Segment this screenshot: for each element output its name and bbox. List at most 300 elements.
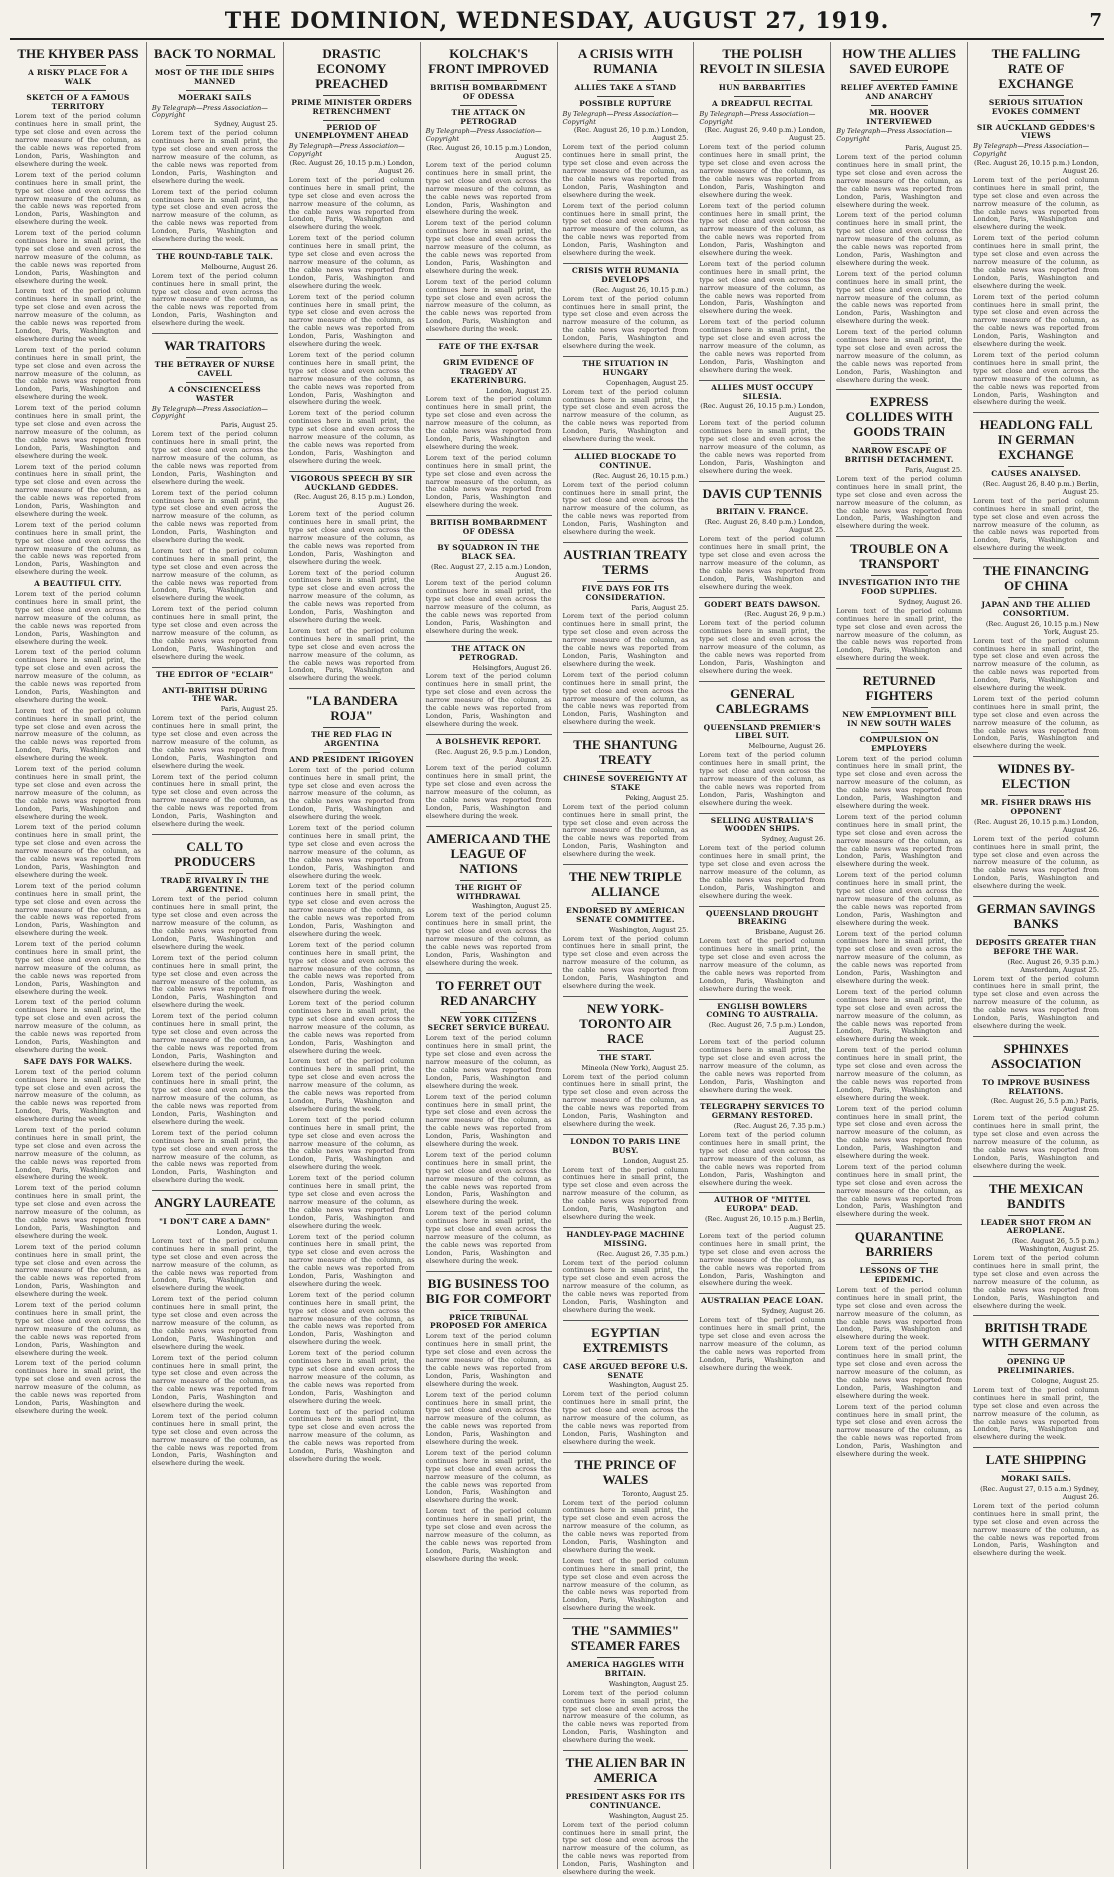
sub-headline: ENDORSED BY AMERICAN SENATE COMMITTEE. <box>566 905 685 924</box>
headline-rule <box>460 80 517 81</box>
article-paragraph: Lorem text of the period column continues here in small print, the type set close and even across the narrow measure of the column, as the cable news was reported from London, Paris, Washington and elsewhere during the week. <box>973 974 1099 1030</box>
sub-headline: PERIOD OF UNEMPLOYMENT AHEAD <box>294 122 409 141</box>
article-paragraph: Lorem text of the period column continues here in small print, the type set close and even across the narrow measure of the column, as the cable news was reported from London, Paris, Washington and elsewhere during the week. <box>973 496 1099 553</box>
article-paragraph: Lorem text of the period column continues here in small print, the type set close and even across the narrow measure of the column, as the cable news was reported from London, Paris, Washington and elsewhere during the week. <box>15 998 141 1054</box>
sub-headline: BRITISH BOMBARDMENT OF ODESSA <box>430 518 548 536</box>
article-paragraph: Lorem text of the period column continues here in small print, the type set close and even across the narrow measure of the column, as the cable news was reported from London, Paris, Washington and elsewhere during the week. <box>836 1344 963 1400</box>
article-paragraph: Lorem text of the period column continues here in small print, the type set close and even across the narrow measure of the column, as the cable news was reported from London, Paris, Washington and elsewhere during the week. <box>699 1131 826 1187</box>
sub-headline: GODERT BEATS DAWSON. <box>704 599 821 609</box>
article-separator <box>563 1750 689 1751</box>
headline-rule <box>597 1359 654 1360</box>
article-paragraph: Lorem text of the period column continues here in small print, the type set close and even across the narrow measure of the column, as the cable news was reported from London, Paris, Washington and elsewhere during the week. <box>973 636 1099 693</box>
article-paragraph: Lorem text of the period column continues here in small print, the type set close and even across the narrow measure of the column, as the cable news was reported from London, Paris, Washington and elsewhere during the week. <box>15 1359 141 1415</box>
article-paragraph: Lorem text of the period column continues here in small print, the type set close and even across the narrow measure of the column, as the cable news was reported from London, Paris, Washington and elsewhere during the week. <box>425 1209 552 1265</box>
sub-headline: CHINESE SOVEREIGNTY AT STAKE <box>563 774 688 792</box>
article-paragraph: Lorem text of the period column continues here in small print, the type set close and even across the narrow measure of the column, as the cable news was reported from London, Paris, Washington and elsewhere during the week. <box>836 474 963 531</box>
article-paragraph: Lorem text of the period column continues here in small print, the type set close and even across the narrow measure of the column, as the cable news was reported from London, Paris, Washington and elsewhere during the week. <box>151 1353 278 1410</box>
headline-rule <box>1008 1471 1065 1472</box>
article-paragraph: Lorem text of the period column continues here in small print, the type set close and even across the narrow measure of the column, as the cable news was reported from London, Paris, Washington and elsewhere during the week. <box>15 1301 141 1357</box>
dateline: Cologne, August 25. <box>1031 1377 1099 1386</box>
dateline: Washington, August 25. <box>608 1381 689 1390</box>
headline-rule <box>1008 466 1065 467</box>
article-paragraph: Lorem text of the period column continues here in small print, the type set close and even across the narrow measure of the column, as the cable news was reported from London, Paris, Washington and elsewhere during the week. <box>288 1407 415 1463</box>
article-paragraph: Lorem text of the period column continues here in small print, the type set close and even across the narrow measure of the column, as the cable news was reported from London, Paris, Washington and elsewhere during the week. <box>836 606 963 663</box>
article-paragraph: Lorem text of the period column continues here in small print, the type set close and even across the narrow measure of the column, as the cable news was reported from London, Paris, Washington and elsewhere during the week. <box>151 1128 278 1185</box>
article-headline: THE KHYBER PASS <box>17 46 139 61</box>
dateline: (Rec. August 26, 9.40 p.m.) London, August 25. <box>704 126 826 143</box>
article-paragraph: Lorem text of the period column continues here in small print, the type set close and even across the narrow measure of the column, as the cable news was reported from London, Paris, Washington and elsewhere during the week. <box>288 1115 415 1172</box>
article-headline: DAVIS CUP TENNIS <box>702 485 823 501</box>
article-paragraph: Lorem text of the period column continues here in small print, the type set close and even across the narrow measure of the column, as the cable news was reported from London, Paris, Washington and elsewhere during the week. <box>699 318 826 374</box>
article-paragraph: Lorem text of the period column continues here in small print, the type set close and even across the narrow measure of the column, as the cable news was reported from London, Paris, Washington and elsewhere during the week. <box>836 1162 963 1219</box>
article-headline: THE SHANTUNG TREATY <box>573 737 678 768</box>
article-paragraph: Lorem text of the period column continues here in small print, the type set close and even across the narrow measure of the column, as the cable news was reported from London, Paris, Washington and elsewhere during the week. <box>973 292 1099 349</box>
article-headline: HEADLONG FALL IN GERMAN EXCHANGE <box>979 417 1093 463</box>
article-paragraph: Lorem text of the period column continues here in small print, the type set close and even across the narrow measure of the column, as the cable news was reported from London, Paris, Washington and elsewhere during the week. <box>288 882 415 938</box>
article-paragraph: Lorem text of the period column continues here in small print, the type set close and even across the narrow measure of the column, as the cable news was reported from London, Paris, Washington and elsewhere during the week. <box>151 1411 278 1468</box>
article-paragraph: Lorem text of the period column continues here in small print, the type set close and even across the narrow measure of the column, as the cable news was reported from London, Paris, Washington and elsewhere during the week. <box>836 153 963 209</box>
article-paragraph: Lorem text of the period column continues here in small print, the type set close and even across the narrow measure of the column, as the cable news was reported from London, Paris, Washington and elsewhere during the week. <box>151 895 278 951</box>
article-headline: EXPRESS COLLIDES WITH GOODS TRAIN <box>845 394 953 440</box>
dateline: Paris, August 25. <box>631 603 689 612</box>
article-paragraph: Lorem text of the period column continues here in small print, the type set close and even across the narrow measure of the column, as the cable news was reported from London, Paris, Washington and elsewhere during the week. <box>836 987 963 1044</box>
article-paragraph: Lorem text of the period column continues here in small print, the type set close and even across the narrow measure of the column, as the cable news was reported from London, Paris, Washington and elsewhere during the week. <box>15 590 141 646</box>
article-separator <box>973 1036 1099 1037</box>
article-separator <box>699 681 825 682</box>
headline-rule <box>323 727 380 728</box>
article-paragraph: Lorem text of the period column continues here in small print, the type set close and even across the narrow measure of the column, as the cable news was reported from London, Paris, Washington and elsewhere during the week. <box>425 911 552 967</box>
headline-rule <box>597 96 654 97</box>
dateline: Sydney, August 25. <box>214 120 278 129</box>
article-paragraph: Lorem text of the period column continues here in small print, the type set close and even across the narrow measure of the column, as the cable news was reported from London, Paris, Washington and elsewhere during the week. <box>151 271 278 328</box>
sub-headline: TO IMPROVE BUSINESS RELATIONS. <box>981 1077 1091 1096</box>
article-separator <box>699 1293 825 1294</box>
article-paragraph: Lorem text of the period column continues here in small print, the type set close and even across the narrow measure of the column, as the cable news was reported from London, Paris, Washington and elsewhere during the week. <box>15 881 141 938</box>
sub-headline: TELEGRAPHY SERVICES TO GERMANY RESTORED. <box>700 1102 825 1121</box>
article-paragraph: Lorem text of the period column continues here in small print, the type set close and even across the narrow measure of the column, as the cable news was reported from London, Paris, Washington and elsewhere during the week. <box>562 1390 689 1446</box>
article-headline: BACK TO NORMAL <box>154 46 276 61</box>
sub-headline: FIVE DAYS FOR ITS CONSIDERATION. <box>581 583 670 602</box>
article-separator <box>699 1192 825 1193</box>
headline-rule <box>1008 1354 1065 1355</box>
headline-rule <box>597 80 654 81</box>
column-5 <box>558 42 695 1877</box>
article-paragraph: Lorem text of the period column continues here in small print, the type set close and even across the narrow measure of the column, as the cable news was reported from London, Paris, Washington and elsewhere during the week. <box>15 462 141 518</box>
column-2 <box>147 42 284 1869</box>
sub-headline: JAPAN AND THE ALLIED CONSORTIUM. <box>981 600 1091 618</box>
dateline: Paris, August 25. <box>220 705 278 714</box>
headline-rule <box>871 80 928 81</box>
headline-rule <box>1008 1215 1065 1216</box>
sub-headline: THE BETRAYER OF NURSE CAVELL <box>154 360 275 378</box>
sub-headline: ALLIES TAKE A STAND <box>574 82 677 92</box>
sub-headline: NEW YORK CITIZENS SECRET SERVICE BUREAU. <box>427 1014 550 1033</box>
article-separator <box>426 515 552 516</box>
article-paragraph: Lorem text of the period column continues here in small print, the type set close and even across the narrow measure of the column, as the cable news was reported from London, Paris, Washington and elsewhere during the week. <box>288 1290 415 1347</box>
dateline: Washington, August 25. <box>472 902 552 911</box>
article-paragraph: Lorem text of the period column continues here in small print, the type set close and even across the narrow measure of the column, as the cable news was reported from London, Paris, Washington and elsewhere during the week. <box>425 1034 552 1090</box>
dateline: (Rec. August 26, 10.15 p.m.) <box>592 471 689 480</box>
article-paragraph: Lorem text of the period column continues here in small print, the type set close and even across the narrow measure of the column, as the cable news was reported from London, Paris, Washington and elsewhere during the week. <box>836 328 963 384</box>
dateline: (Rec. August 26, 9.35 p.m.) Amsterdam, August 25. <box>1007 957 1099 974</box>
article-headline: QUARANTINE BARRIERS <box>854 1229 944 1260</box>
headline-rule <box>186 1214 243 1215</box>
article-paragraph: Lorem text of the period column continues here in small print, the type set close and even across the narrow measure of the column, as the cable news was reported from London, Paris, Washington and elsewhere during the week. <box>973 694 1099 751</box>
article-paragraph: Lorem text of the period column continues here in small print, the type set close and even across the narrow measure of the column, as the cable news was reported from London, Paris, Washington and elsewhere during the week. <box>562 143 689 199</box>
article-separator <box>563 263 689 264</box>
article-separator <box>426 641 552 642</box>
sub-headline: A RISKY PLACE FOR A WALK <box>28 67 128 86</box>
dateline: (Rec. August 26, 7.5 p.m.) London, August 25. <box>708 1021 826 1038</box>
article-paragraph: Lorem text of the period column continues here in small print, the type set close and even across the narrow measure of the column, as the cable news was reported from London, Paris, Washington and elsewhere during the week. <box>562 1498 689 1554</box>
article-paragraph: Lorem text of the period column continues here in small print, the type set close and even across the narrow measure of the column, as the cable news was reported from London, Paris, Washington and elsewhere during the week. <box>699 751 826 807</box>
dateline: Paris, August 25. <box>905 466 963 475</box>
article-paragraph: Lorem text of the period column continues here in small print, the type set close and even across the narrow measure of the column, as the cable news was reported from London, Paris, Washington and elsewhere during the week. <box>15 229 141 285</box>
headline-rule <box>871 707 928 708</box>
headline-rule <box>1008 935 1065 936</box>
headline-rule <box>460 355 517 356</box>
article-separator <box>836 1224 962 1225</box>
sub-headline: SERIOUS SITUATION EVOKES COMMENT <box>988 97 1084 116</box>
article-headline: THE MEXICAN BANDITS <box>988 1180 1084 1211</box>
article-paragraph: Lorem text of the period column continues here in small print, the type set close and even across the narrow measure of the column, as the cable news was reported from London, Paris, Washington and elsewhere during the week. <box>699 937 826 993</box>
byline: By Telegraph—Press Association—Copyright <box>836 127 953 144</box>
headline-rule <box>460 540 517 541</box>
dateline: (Rec. August 26, 9.5 p.m.) London, August 25. <box>434 747 552 764</box>
sub-headline: RELIEF AVERTED FAMINE AND ANARCHY <box>840 82 958 101</box>
article-paragraph: Lorem text of the period column continues here in small print, the type set close and even across the narrow measure of the column, as the cable news was reported from London, Paris, Washington and elsewhere during the week. <box>425 1332 552 1388</box>
headline-rule <box>597 1789 654 1790</box>
article-separator <box>563 356 689 357</box>
dateline: Paris, August 25. <box>220 421 278 430</box>
article-separator <box>563 1227 689 1228</box>
article-headline: DRASTIC ECONOMY PREACHED <box>315 46 389 91</box>
article-paragraph: Lorem text of the period column continues here in small print, the type set close and even across the narrow measure of the column, as the cable news was reported from London, Paris, Washington and elsewhere during the week. <box>562 1072 689 1128</box>
article-separator <box>152 333 278 334</box>
dateline: (Rec. August 26, 10.15 p.m.) London, August 25. <box>700 402 826 419</box>
article-paragraph: Lorem text of the period column continues here in small print, the type set close and even across the narrow measure of the column, as the cable news was reported from London, Paris, Washington and elsewhere during the week. <box>15 1184 141 1240</box>
article-paragraph: Lorem text of the period column continues here in small print, the type set close and even across the narrow measure of the column, as the cable news was reported from London, Paris, Washington and elsewhere during the week. <box>425 672 552 728</box>
sub-headline: PRIME MINISTER ORDERS RETRENCHMENT <box>291 97 413 116</box>
article-paragraph: Lorem text of the period column continues here in small print, the type set close and even across the narrow measure of the column, as the cable news was reported from London, Paris, Washington and elsewhere during the week. <box>562 201 689 258</box>
article-paragraph: Lorem text of the period column continues here in small print, the type set close and even across the narrow measure of the column, as the cable news was reported from London, Paris, Washington and elsewhere during the week. <box>425 453 552 510</box>
article-separator <box>563 1618 689 1619</box>
dateline: (Rec. August 26, 10.15 p.m.) <box>592 285 689 294</box>
article-paragraph: Lorem text of the period column continues here in small print, the type set close and even across the narrow measure of the column, as the cable news was reported from London, Paris, Washington and elsewhere during the week. <box>973 1254 1099 1310</box>
headline-rule <box>50 65 107 66</box>
headline-rule <box>734 720 791 721</box>
column-3 <box>284 42 421 1869</box>
article-paragraph: Lorem text of the period column continues here in small print, the type set close and even across the narrow measure of the column, as the cable news was reported from London, Paris, Washington and elsewhere during the week. <box>288 568 415 624</box>
article-paragraph: Lorem text of the period column continues here in small print, the type set close and even across the narrow measure of the column, as the cable news was reported from London, Paris, Washington and elsewhere during the week. <box>288 1057 415 1113</box>
article-separator <box>699 1099 825 1100</box>
article-headline: GERMAN SAVINGS BANKS <box>976 901 1096 931</box>
sub-headline: THE SITUATION IN HUNGARY <box>582 358 669 377</box>
article-paragraph: Lorem text of the period column continues here in small print, the type set close and even across the narrow measure of the column, as the cable news was reported from London, Paris, Washington and elsewhere during the week. <box>562 294 689 351</box>
article-separator <box>426 973 552 974</box>
article-paragraph: Lorem text of the period column continues here in small print, the type set close and even across the narrow measure of the column, as the cable news was reported from London, Paris, Washington and elsewhere during the week. <box>288 350 415 407</box>
article-paragraph: Lorem text of the period column continues here in small print, the type set close and even across the narrow measure of the column, as the cable news was reported from London, Paris, Washington and elsewhere during the week. <box>288 1174 415 1230</box>
byline: By Telegraph—Press Association—Copyright <box>425 127 542 144</box>
dateline: Washington, August 25. <box>608 1811 689 1820</box>
article-paragraph: Lorem text of the period column continues here in small print, the type set close and even across the narrow measure of the column, as the cable news was reported from London, Paris, Washington and elsewhere during the week. <box>699 1316 826 1372</box>
dateline: (Rec. August 26, 10.15 p.m.) London, August 26. <box>974 159 1099 176</box>
dateline: Toronto, August 25. <box>622 1489 689 1498</box>
article-paragraph: Lorem text of the period column continues here in small print, the type set close and even across the narrow measure of the column, as the cable news was reported from London, Paris, Washington and elsewhere during the week. <box>562 480 689 537</box>
dateline: Washington, August 25. <box>608 1679 689 1688</box>
article-separator <box>973 558 1099 559</box>
article-paragraph: Lorem text of the period column continues here in small print, the type set close and even across the narrow measure of the column, as the cable news was reported from London, Paris, Washington and elsewhere during the week. <box>425 395 552 451</box>
article-paragraph: Lorem text of the period column continues here in small print, the type set close and even across the narrow measure of the column, as the cable news was reported from London, Paris, Washington and elsewhere during the week. <box>151 1070 278 1126</box>
article-separator <box>563 1320 689 1321</box>
article-headline: BIG BUSINESS TOO BIG FOR COMFORT <box>425 1275 552 1306</box>
article-paragraph: Lorem text of the period column continues here in small print, the type set close and even across the narrow measure of the column, as the cable news was reported from London, Paris, Washington and elsewhere during the week. <box>699 535 826 591</box>
dateline: London, August 25. <box>623 1156 689 1165</box>
sub-headline: AUSTRALIAN PEACE LOAN. <box>701 1296 824 1306</box>
article-headline: THE PRINCE OF WALES <box>574 1456 677 1487</box>
sub-headline: BY SQUADRON IN THE BLACK SEA. <box>437 542 540 561</box>
headline-rule <box>186 65 243 66</box>
dateline: (Rec. August 26, 10.15 p.m.) London, August 25. <box>426 144 552 161</box>
article-paragraph: Lorem text of the period column continues here in small print, the type set close and even across the narrow measure of the column, as the cable news was reported from London, Paris, Washington and elsewhere during the week. <box>425 1150 552 1207</box>
sub-headline: ALLIED BLOCKADE TO CONTINUE. <box>574 451 677 470</box>
article-paragraph: Lorem text of the period column continues here in small print, the type set close and even across the narrow measure of the column, as the cable news was reported from London, Paris, Washington and elsewhere during the week. <box>151 1295 278 1351</box>
byline: By Telegraph—Press Association—Copyright <box>151 103 268 120</box>
article-paragraph: Lorem text of the period column continues here in small print, the type set close and even across the narrow measure of the column, as the cable news was reported from London, Paris, Washington and elsewhere during the week. <box>288 999 415 1055</box>
article-paragraph: Lorem text of the period column continues here in small print, the type set close and even across the narrow measure of the column, as the cable news was reported from London, Paris, Washington and elsewhere during the week. <box>562 1688 689 1745</box>
article-separator <box>563 542 689 543</box>
dateline: (Rec. August 26, 9 p.m.) <box>744 610 826 619</box>
sub-headline: PRESIDENT ASKS FOR ITS CONTINUANCE. <box>565 1791 686 1810</box>
article-paragraph: Lorem text of the period column continues here in small print, the type set close and even across the narrow measure of the column, as the cable news was reported from London, Paris, Washington and elsewhere during the week. <box>973 1385 1099 1442</box>
article-paragraph: Lorem text of the period column continues here in small print, the type set close and even across the narrow measure of the column, as the cable news was reported from London, Paris, Washington and elsewhere during the week. <box>15 765 141 821</box>
sub-headline: QUEENSLAND DROUGHT BREAKING <box>706 908 819 927</box>
article-separator <box>563 864 689 865</box>
article-separator <box>699 813 825 814</box>
headline-rule <box>597 1657 654 1658</box>
byline: By Telegraph—Press Association—Copyright <box>151 404 268 421</box>
sub-headline: SIR AUCKLAND GEDDES'S VIEWS <box>976 122 1096 141</box>
article-paragraph: Lorem text of the period column continues here in small print, the type set close and even across the narrow measure of the column, as the cable news was reported from London, Paris, Washington and elsewhere during the week. <box>699 844 826 900</box>
sub-headline: AND PRESIDENT IRIGOYEN <box>289 754 414 764</box>
article-separator <box>152 1190 278 1191</box>
article-paragraph: Lorem text of the period column continues here in small print, the type set close and even across the narrow measure of the column, as the cable news was reported from London, Paris, Washington and elsewhere during the week. <box>15 170 141 227</box>
sub-headline: LONDON TO PARIS LINE BUSY. <box>570 1136 681 1155</box>
sub-headline: SKETCH OF A FAMOUS TERRITORY <box>26 92 130 111</box>
dateline: (Rec. August 26, 10.15 p.m.) London, August 26. <box>289 159 415 176</box>
sub-headline: MR. HOOVER INTERVIEWED <box>866 107 933 126</box>
article-headline: SPHINXES ASSOCIATION <box>991 1040 1082 1071</box>
dateline: (Rec. August 26, 8.40 p.m.) London, August 25. <box>704 518 826 535</box>
dateline: Sydney, August 26. <box>761 835 826 844</box>
sub-headline: VIGOROUS SPEECH BY SIR AUCKLAND GEDDES. <box>290 473 413 492</box>
article-headline: RETURNED FIGHTERS <box>862 673 936 704</box>
headline-rule <box>1008 95 1065 96</box>
article-separator <box>563 1134 689 1135</box>
sub-headline: THE ATTACK ON PETROGRAD <box>451 107 526 126</box>
sub-headline: GRIM EVIDENCE OF TRAGEDY AT EKATERINBURG. <box>443 357 534 385</box>
dateline: (Rec. August 26, 10.15 p.m.) London, August 26. <box>974 817 1099 834</box>
headline-rule <box>734 504 791 505</box>
column-7 <box>831 42 968 1869</box>
article-paragraph: Lorem text of the period column continues here in small print, the type set close and even across the narrow measure of the column, as the cable news was reported from London, Paris, Washington and elsewhere during the week. <box>699 259 826 316</box>
headline-rule <box>186 90 243 91</box>
article-paragraph: Lorem text of the period column continues here in small print, the type set close and even across the narrow measure of the column, as the cable news was reported from London, Paris, Washington and elsewhere during the week. <box>15 112 141 168</box>
article-headline: AMERICA AND THE LEAGUE OF NATIONS <box>426 830 551 876</box>
article-paragraph: Lorem text of the period column continues here in small print, the type set close and even across the narrow measure of the column, as the cable news was reported from London, Paris, Washington and elsewhere during the week. <box>15 706 141 763</box>
article-headline: A CRISIS WITH RUMANIA <box>577 46 673 76</box>
column-8 <box>968 42 1104 1869</box>
article-separator <box>563 1452 689 1453</box>
sub-headline: LEADER SHOT FROM AN AEROPLANE. <box>980 1217 1092 1236</box>
article-paragraph: Lorem text of the period column continues here in small print, the type set close and even across the narrow measure of the column, as the cable news was reported from London, Paris, Washington and elsewhere during the week. <box>699 1231 826 1288</box>
sub-headline: INVESTIGATION INTO THE FOOD SUPPLIES. <box>838 578 961 597</box>
article-headline: NEW YORK-TORONTO AIR RACE <box>579 1000 672 1046</box>
headline-rule <box>734 80 791 81</box>
sub-headline: DEPOSITS GREATER THAN BEFORE THE WAR. <box>975 937 1097 956</box>
column-6 <box>694 42 831 1869</box>
byline: By Telegraph—Press Association—Copyright <box>288 142 405 159</box>
article-paragraph: Lorem text of the period column continues here in small print, the type set close and even across the narrow measure of the column, as the cable news was reported from London, Paris, Washington and elsewhere during the week. <box>562 1258 689 1314</box>
sub-headline: ALLIES MUST OCCUPY SILESIA. <box>711 382 814 401</box>
headline-rule <box>50 90 107 91</box>
sub-headline: QUEENSLAND PREMIER'S LIBEL SUIT. <box>703 722 821 741</box>
article-paragraph: Lorem text of the period column continues here in small print, the type set close and even across the narrow measure of the column, as the cable news was reported from London, Paris, Washington and elsewhere during the week. <box>425 1507 552 1563</box>
article-paragraph: Lorem text of the period column continues here in small print, the type set close and even across the narrow measure of the column, as the cable news was reported from London, Paris, Washington and elsewhere during the week. <box>288 409 415 465</box>
dateline: (Rec. August 26, 10 p.m.) London, August 25. <box>573 126 689 143</box>
sub-headline: THE EDITOR OF "ECLAIR" <box>156 669 274 679</box>
dateline: Melbourne, August 26. <box>200 262 278 271</box>
article-headline: THE FALLING RATE OF EXCHANGE <box>991 46 1081 91</box>
article-separator <box>699 597 825 598</box>
article-paragraph: Lorem text of the period column continues here in small print, the type set close and even across the narrow measure of the column, as the cable news was reported from London, Paris, Washington and elsewhere during the week. <box>15 648 141 704</box>
dateline: (Rec. August 26, 7.35 p.m.) <box>596 1249 689 1258</box>
article-separator <box>563 732 689 733</box>
article-headline: WIDNES BY-ELECTION <box>997 761 1075 792</box>
headline-rule <box>871 443 928 444</box>
sub-headline: CRISIS WITH RUMANIA DEVELOPS <box>571 265 680 284</box>
article-paragraph: Lorem text of the period column continues here in small print, the type set close and even across the narrow measure of the column, as the cable news was reported from London, Paris, Washington and elsewhere during the week. <box>836 211 963 267</box>
article-paragraph: Lorem text of the period column continues here in small print, the type set close and even across the narrow measure of the column, as the cable news was reported from London, Paris, Washington and elsewhere during the week. <box>288 824 415 880</box>
headline-rule <box>871 1263 928 1264</box>
article-separator <box>699 481 825 482</box>
article-paragraph: Lorem text of the period column continues here in small print, the type set close and even across the narrow measure of the column, as the cable news was reported from London, Paris, Washington and elsewhere during the week. <box>562 802 689 859</box>
article-separator <box>699 999 825 1000</box>
paragraph-subhead: A BEAUTIFUL CITY. <box>34 579 122 589</box>
sub-headline: A DREADFUL RECITAL <box>711 98 813 108</box>
paragraph-subhead: SAFE DAYS FOR WALKS. <box>23 1056 133 1066</box>
article-headline: AUSTRIAN TREATY TERMS <box>563 546 688 577</box>
article-paragraph: Lorem text of the period column continues here in small print, the type set close and even across the narrow measure of the column, as the cable news was reported from London, Paris, Washington and elsewhere during the week. <box>562 612 689 668</box>
article-paragraph: Lorem text of the period column continues here in small print, the type set close and even across the narrow measure of the column, as the cable news was reported from London, Paris, Washington and elsewhere during the week. <box>836 812 963 869</box>
article-paragraph: Lorem text of the period column continues here in small print, the type set close and even across the narrow measure of the column, as the cable news was reported from London, Paris, Washington and elsewhere during the week. <box>151 129 278 185</box>
article-paragraph: Lorem text of the period column continues here in small print, the type set close and even across the narrow measure of the column, as the cable news was reported from London, Paris, Washington and elsewhere during the week. <box>562 934 689 990</box>
article-paragraph: Lorem text of the period column continues here in small print, the type set close and even across the narrow measure of the column, as the cable news was reported from London, Paris, Washington and elsewhere during the week. <box>15 287 141 343</box>
headline-rule <box>460 880 517 881</box>
news-columns <box>10 42 1104 1877</box>
article-paragraph: Lorem text of the period column continues here in small print, the type set close and even across the narrow measure of the column, as the cable news was reported from London, Paris, Washington and elsewhere during the week. <box>699 1038 826 1094</box>
sub-headline: OPENING UP PRELIMINARIES. <box>997 1357 1075 1376</box>
article-paragraph: Lorem text of the period column continues here in small print, the type set close and even across the narrow measure of the column, as the cable news was reported from London, Paris, Washington and elsewhere during the week. <box>562 1556 689 1613</box>
article-separator <box>973 756 1099 757</box>
sub-headline: AMERICA HAGGLES WITH BRITAIN. <box>566 1660 685 1678</box>
sub-headline: AUTHOR OF "MITTEL EUROPA" DEAD. <box>714 1195 811 1214</box>
dateline: Sydney, August 26. <box>761 1307 826 1316</box>
sub-headline: "I DON'T CARE A DAMN" <box>159 1217 271 1227</box>
masthead <box>10 0 1104 40</box>
article-paragraph: Lorem text of the period column continues here in small print, the type set close and even across the narrow measure of the column, as the cable news was reported from London, Paris, Washington and elsewhere during the week. <box>425 1390 552 1447</box>
sub-headline: THE ATTACK ON PETROGRAD. <box>451 643 526 662</box>
article-paragraph: Lorem text of the period column continues here in small print, the type set close and even across the narrow measure of the column, as the cable news was reported from London, Paris, Washington and elsewhere during the week. <box>699 143 826 199</box>
article-separator <box>152 249 278 250</box>
headline-rule <box>871 732 928 733</box>
article-paragraph: Lorem text of the period column continues here in small print, the type set close and even across the narrow measure of the column, as the cable news was reported from London, Paris, Washington and elsewhere during the week. <box>699 419 826 475</box>
article-paragraph: Lorem text of the period column continues here in small print, the type set close and even across the narrow measure of the column, as the cable news was reported from London, Paris, Washington and elsewhere during the week. <box>151 187 278 244</box>
article-separator <box>699 906 825 907</box>
article-headline: THE POLISH REVOLT IN SILESIA <box>699 46 826 76</box>
dateline: Helsingfors, August 26. <box>472 663 552 672</box>
headline-rule <box>1008 1075 1065 1076</box>
byline: By Telegraph—Press Association—Copyright <box>562 109 679 126</box>
article-paragraph: Lorem text of the period column continues here in small print, the type set close and even across the narrow measure of the column, as the cable news was reported from London, Paris, Washington and elsewhere during the week. <box>973 234 1099 290</box>
article-paragraph: Lorem text of the period column continues here in small print, the type set close and even across the narrow measure of the column, as the cable news was reported from London, Paris, Washington and elsewhere during the week. <box>973 350 1099 407</box>
article-paragraph: Lorem text of the period column continues here in small print, the type set close and even across the narrow measure of the column, as the cable news was reported from London, Paris, Washington and elsewhere during the week. <box>151 430 278 486</box>
article-separator <box>426 1271 552 1272</box>
article-paragraph: Lorem text of the period column continues here in small print, the type set close and even across the narrow measure of the column, as the cable news was reported from London, Paris, Washington and elsewhere during the week. <box>562 1165 689 1221</box>
article-paragraph: Lorem text of the period column continues here in small print, the type set close and even across the narrow measure of the column, as the cable news was reported from London, Paris, Washington and elsewhere during the week. <box>15 1067 141 1124</box>
column-4 <box>421 42 558 1869</box>
article-separator <box>973 412 1099 413</box>
article-paragraph: Lorem text of the period column continues here in small print, the type set close and even across the narrow measure of the column, as the cable news was reported from London, Paris, Washington and elsewhere during the week. <box>836 1402 963 1459</box>
dateline: (Rec. August 26, 8.40 p.m.) Berlin, August 25. <box>982 480 1099 496</box>
sub-headline: CAUSES ANALYSED. <box>991 469 1081 479</box>
sub-headline: THE RED FLAG IN ARGENTINA <box>311 730 393 748</box>
article-separator <box>973 1447 1099 1448</box>
article-paragraph: Lorem text of the period column continues here in small print, the type set close and even across the narrow measure of the column, as the cable news was reported from London, Paris, Washington and elsewhere during the week. <box>288 765 415 822</box>
dateline: (Rec. August 26, 10.15 p.m.) Berlin, August 25. <box>704 1215 826 1232</box>
column-1 <box>10 42 147 1869</box>
article-separator <box>289 688 415 689</box>
headline-rule <box>734 96 791 97</box>
sub-headline: BRITAIN V. FRANCE. <box>716 507 809 517</box>
dateline: Washington, August 25. <box>608 925 689 934</box>
article-paragraph: Lorem text of the period column continues here in small print, the type set close and even across the narrow measure of the column, as the cable news was reported from London, Paris, Washington and elsewhere during the week. <box>973 834 1099 891</box>
dateline: Paris, August 25. <box>905 144 963 153</box>
sub-headline: ENGLISH BOWLERS COMING TO AUSTRALIA. <box>706 1001 819 1020</box>
article-paragraph: Lorem text of the period column continues here in small print, the type set close and even across the narrow measure of the column, as the cable news was reported from London, Paris, Washington and elsewhere during the week. <box>151 772 278 828</box>
sub-headline: FATE OF THE EX-TSAR <box>438 342 539 352</box>
sub-headline: CASE ARGUED BEFORE U.S. SENATE <box>562 1361 689 1380</box>
dateline: London, August 25. <box>486 386 552 395</box>
article-paragraph: Lorem text of the period column continues here in small print, the type set close and even across the narrow measure of the column, as the cable news was reported from London, Paris, Washington and elsewhere during the week. <box>699 619 826 675</box>
article-paragraph: Lorem text of the period column continues here in small print, the type set close and even across the narrow measure of the column, as the cable news was reported from London, Paris, Washington and elsewhere during the week. <box>562 670 689 727</box>
article-paragraph: Lorem text of the period column continues here in small print, the type set close and even across the narrow measure of the column, as the cable news was reported from London, Paris, Washington and elsewhere during the week. <box>15 1242 141 1299</box>
headline-rule <box>460 1012 517 1013</box>
headline-rule <box>323 95 380 96</box>
article-headline: "LA BANDERA ROJA" <box>305 693 398 724</box>
headline-rule <box>597 1050 654 1051</box>
article-paragraph: Lorem text of the period column continues here in small print, the type set close and even across the narrow measure of the column, as the cable news was reported from London, Paris, Washington and elsewhere during the week. <box>836 1285 963 1342</box>
article-paragraph: Lorem text of the period column continues here in small print, the type set close and even across the narrow measure of the column, as the cable news was reported from London, Paris, Washington and elsewhere during the week. <box>151 1012 278 1068</box>
article-separator <box>973 896 1099 897</box>
article-paragraph: Lorem text of the period column continues here in small print, the type set close and even across the narrow measure of the column, as the cable news was reported from London, Paris, Washington and elsewhere during the week. <box>836 929 963 985</box>
headline-rule <box>186 382 243 383</box>
article-paragraph: Lorem text of the period column continues here in small print, the type set close and even across the narrow measure of the column, as the cable news was reported from London, Paris, Washington and elsewhere during the week. <box>836 1046 963 1102</box>
article-separator <box>973 1176 1099 1177</box>
article-paragraph: Lorem text of the period column continues here in small print, the type set close and even across the narrow measure of the column, as the cable news was reported from London, Paris, Washington and elsewhere during the week. <box>288 626 415 683</box>
article-paragraph: Lorem text of the period column continues here in small print, the type set close and even across the narrow measure of the column, as the cable news was reported from London, Paris, Washington and elsewhere during the week. <box>425 579 552 635</box>
headline-rule <box>597 581 654 582</box>
